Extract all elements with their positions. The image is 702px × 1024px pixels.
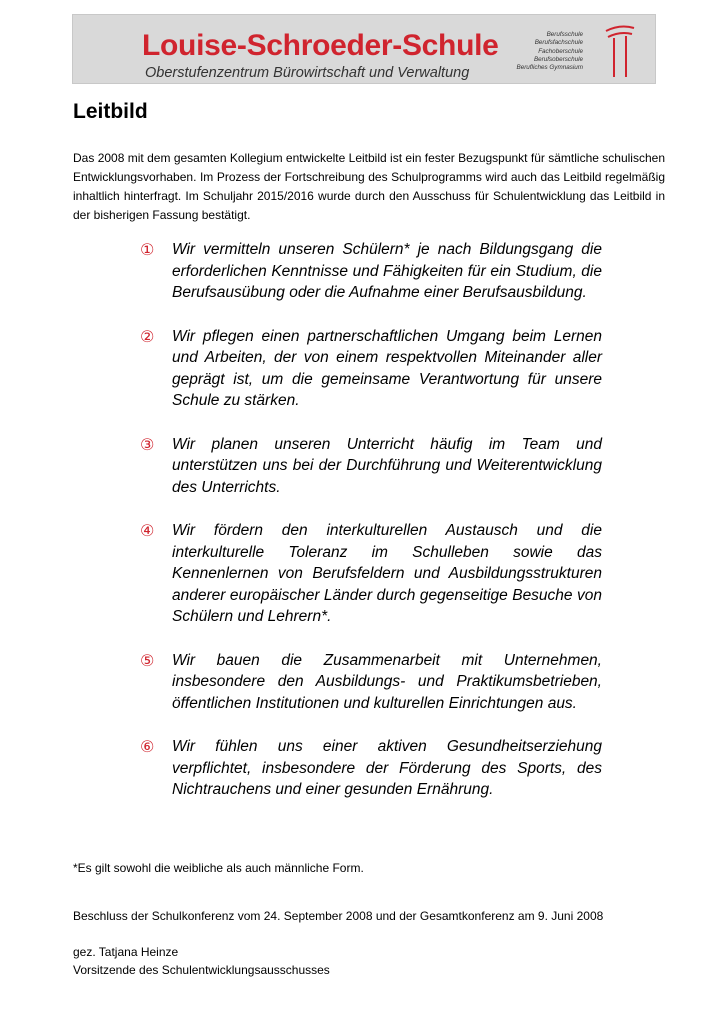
- principle-number: ⑤: [140, 650, 155, 670]
- principle-item: [140, 326, 602, 412]
- principle-number: ④: [140, 521, 155, 540]
- signatory-role: Vorsitzende des Schulentwicklungsausschusses: [73, 963, 330, 977]
- principles-list: [140, 239, 602, 823]
- resolution-note: Beschluss der Schulkonferenz vom 24. September 2008 und der Gesamtkonferenz am 9. Juni 2008: [73, 909, 604, 923]
- principle-text: Wir fördern den interkulturellen Austausch und die interkulturelle Toleranz im Schulleben sowie das Kennenlernen von Berufsfeldern und Ausbildungsstrukturen anderer europäischer Länder durch gegenseitige Besuche von Schülern und Lehrern*.: [172, 522, 602, 625]
- principle-number: ①: [140, 240, 155, 259]
- gender-footnote: *Es gilt sowohl die weibliche als auch männliche Form.: [73, 861, 364, 875]
- school-type: Berufliches Gymnasium: [516, 64, 583, 72]
- school-type: Fachoberschule: [538, 47, 583, 55]
- principle-number: ⑥: [140, 737, 155, 756]
- principle-text: Wir fühlen uns einer aktiven Gesundheitserziehung verpflichtet, insbesondere der Förderung des Sports, des Nichtrauchens und einer gesunden Ernährung.: [172, 738, 602, 798]
- principle-item: [140, 650, 602, 715]
- principle-item: [140, 520, 602, 628]
- signature-block: [73, 943, 330, 979]
- school-type: Berufsfachschule: [534, 39, 583, 47]
- principle-item: [140, 239, 602, 304]
- principle-item: [140, 434, 602, 499]
- school-type: Berufsoberschule: [533, 55, 583, 63]
- signatory-name: gez. Tatjana Heinze: [73, 945, 179, 959]
- principle-text: Wir vermitteln unseren Schülern* je nach Bildungsgang die erforderlichen Kenntnisse und Fähigkeiten für ein Studium, die Berufsausübung oder die Aufnahme einer Berufsausbildung.: [172, 241, 602, 301]
- school-types-list: [517, 31, 584, 72]
- principle-number: ②: [140, 326, 155, 346]
- page-title: Leitbild: [73, 100, 148, 123]
- principle-text: Wir bauen die Zusammenarbeit mit Unternehmen, insbesondere den Ausbildungs- und Praktikumsbetrieben, öffentlichen Institutionen und kulturellen Einrichtungen aus.: [172, 651, 602, 712]
- school-subtitle: Oberstufenzentrum Bürowirtschaft und Verwaltung: [145, 65, 470, 81]
- school-name: Louise-Schroeder-Schule: [142, 29, 499, 62]
- intro-paragraph: Das 2008 mit dem gesamten Kollegium entwickelte Leitbild ist ein fester Bezugspunkt für sämtliche schulischen Entwicklungsvorhaben. Im Prozess der Fortschreibung des Schulprogramms wird auch das Leitbild regelmäßig inhaltlich hinterfragt. Im Schuljahr 2015/2016 wurde durch den Ausschuss für Schulentwicklung das Leitbild in der bisherigen Fassung bestätigt.: [73, 151, 665, 222]
- principle-text: Wir planen unseren Unterricht häufig im Team und unterstützen uns bei der Durchführung und Weiterentwicklung des Unterrichts.: [172, 435, 602, 496]
- school-logo-icon: [605, 23, 635, 79]
- principle-number: ③: [140, 434, 155, 454]
- principle-item: [140, 736, 602, 801]
- school-header: [72, 14, 656, 84]
- school-type: Berufsschule: [546, 31, 583, 38]
- principle-text: Wir pflegen einen partnerschaftlichen Umgang beim Lernen und Arbeiten, der von einem respektvollen Miteinander aller geprägt ist, um die gemeinsame Verantwortung für unsere Schule zu stärken.: [172, 327, 602, 409]
